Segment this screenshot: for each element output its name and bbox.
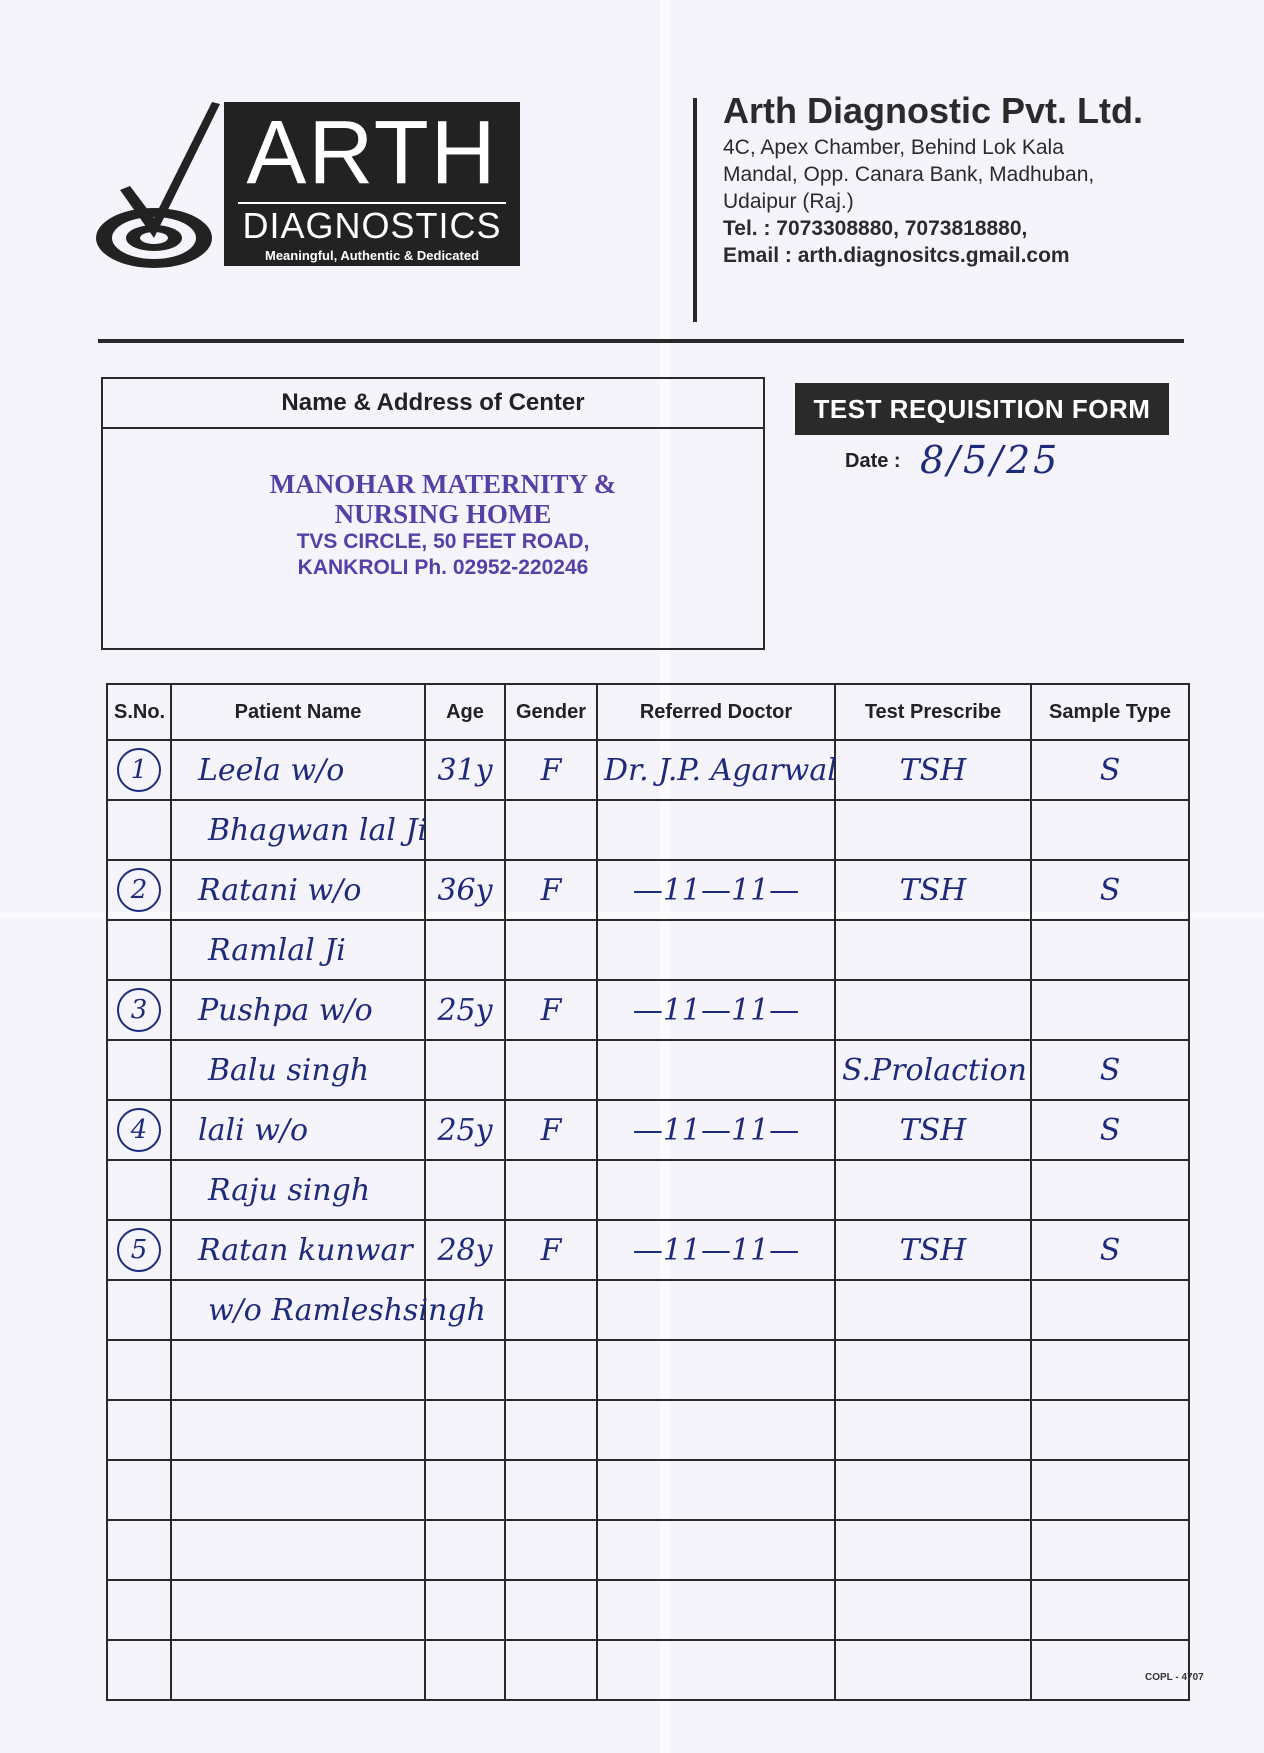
cell-test-text: TSH [899,752,967,788]
cell-sample-type [1031,860,1189,920]
cell-age [425,1160,505,1220]
cell-referred-doctor [597,800,835,860]
company-logo [92,98,522,273]
cell-test [835,1160,1031,1220]
cell-sample-type [1031,1640,1189,1700]
cell-test [835,1580,1031,1640]
cell-age [425,1040,505,1100]
cell-test-text: S.Prolaction [842,1052,1027,1088]
cell-sno [107,1280,171,1340]
cell-patient-name-text [178,1593,198,1628]
serial-number: 4 [117,1108,161,1152]
cell-sample-type [1031,1400,1189,1460]
col-header-sno: S.No. [107,684,171,740]
cell-test [835,1460,1031,1520]
col-header-doctor: Referred Doctor [597,684,835,740]
cell-sno [107,800,171,860]
cell-test [835,1640,1031,1700]
date-label: Date : [845,450,901,472]
cell-patient-name [171,920,425,980]
cell-age-text: 25y [437,992,493,1028]
cell-sample-type [1031,920,1189,980]
cell-patient-name [171,1640,425,1700]
cell-sample-type [1031,1520,1189,1580]
cell-test [835,1280,1031,1340]
cell-age [425,1100,505,1160]
cell-referred-doctor [597,1160,835,1220]
cell-patient-name-text: Ratani w/o [198,872,362,908]
cell-sample-type [1031,1460,1189,1520]
cell-gender [505,1460,597,1520]
cell-sno [107,860,171,920]
company-name: Arth Diagnostic Pvt. Ltd. [723,90,1144,131]
cell-patient-name [171,740,425,800]
cell-referred-doctor [597,1400,835,1460]
cell-age [425,1580,505,1640]
cell-referred-doctor-text: —11—11— [632,1232,800,1268]
table-row [107,1400,1189,1460]
cell-patient-name-text: lali w/o [198,1112,309,1148]
cell-test [835,1040,1031,1100]
cell-referred-doctor [597,980,835,1040]
cell-test [835,920,1031,980]
cell-gender-text: F [540,872,562,908]
col-header-age: Age [425,684,505,740]
cell-patient-name-text [178,1533,208,1568]
cell-age [425,1520,505,1580]
cell-test [835,1340,1031,1400]
cell-sno [107,1340,171,1400]
cell-gender-text: F [540,752,562,788]
cell-referred-doctor-text: —11—11— [632,992,800,1028]
cell-patient-name-text: Raju singh [208,1172,371,1208]
cell-sno [107,1160,171,1220]
center-box-title: Name & Address of Center [103,379,763,429]
cell-sample-type-text: S [1099,1112,1121,1148]
cell-referred-doctor [597,860,835,920]
cell-sno [107,1640,171,1700]
company-email: Email : arth.diagnositcs.gmail.com [723,244,1070,267]
cell-patient-name-text: Ramlal Ji [208,932,346,968]
cell-sample-type [1031,980,1189,1040]
cell-sample-type [1031,800,1189,860]
cell-referred-doctor [597,1640,835,1700]
cell-referred-doctor [597,1460,835,1520]
cell-age-text: 25y [437,1112,493,1148]
cell-age [425,1460,505,1520]
table-row [107,1460,1189,1520]
table-row [107,1280,1189,1340]
cell-referred-doctor [597,1040,835,1100]
serial-number: 1 [117,748,161,792]
cell-gender-text: F [540,992,562,1028]
cell-gender [505,1400,597,1460]
cell-referred-doctor [597,920,835,980]
cell-patient-name [171,980,425,1040]
stamp-line: KANKROLI Ph. 02952-220246 [297,556,589,579]
cell-test [835,980,1031,1040]
logo-wordmark [224,102,520,266]
cell-referred-doctor-text: —11—11— [632,1112,800,1148]
cell-test [835,1220,1031,1280]
cell-patient-name-text [178,1353,198,1388]
cell-sno [107,1220,171,1280]
cell-sample-type [1031,1340,1189,1400]
cell-age [425,740,505,800]
cell-gender [505,1580,597,1640]
serial-number: 3 [117,988,161,1032]
cell-age [425,920,505,980]
cell-patient-name [171,860,425,920]
center-address-box [101,377,765,650]
cell-sno [107,980,171,1040]
table-row [107,980,1189,1040]
company-address-line3: Udaipur (Raj.) [723,190,854,213]
table-row [107,1340,1189,1400]
cell-gender [505,1340,597,1400]
cell-gender-text: F [540,1112,562,1148]
col-header-patient: Patient Name [171,684,425,740]
form-code: COPL - 4707 [1145,1672,1204,1683]
cell-referred-doctor [597,1340,835,1400]
cell-test-text: TSH [899,872,967,908]
table-row [107,1580,1189,1640]
cell-patient-name-text [178,1473,198,1508]
cell-sno [107,1400,171,1460]
cell-test [835,1100,1031,1160]
cell-patient-name [171,1160,425,1220]
cell-patient-name [171,800,428,860]
table-row [107,1160,1189,1220]
cell-patient-name-text: Bhagwan lal Ji [208,812,428,848]
cell-age-text: 28y [437,1232,493,1268]
cell-patient-name-text: Leela w/o [198,752,345,788]
cell-patient-name-text: Balu singh [208,1052,370,1088]
cell-test [835,800,1031,860]
cell-age [425,860,505,920]
cell-age [425,1640,505,1700]
cell-sample-type-text: S [1099,1232,1121,1268]
cell-patient-name [171,1040,425,1100]
logo-word: ARTH [246,103,498,203]
col-header-gender: Gender [505,684,597,740]
company-info [723,88,1223,269]
cell-sno [107,920,171,980]
cell-age [425,800,505,860]
cell-gender [505,860,597,920]
target-check-icon [92,98,222,273]
cell-referred-doctor [597,1100,835,1160]
cell-sample-type [1031,1280,1189,1340]
cell-referred-doctor [597,1520,835,1580]
cell-patient-name [171,1400,425,1460]
cell-sample-type [1031,740,1189,800]
cell-patient-name [171,1460,425,1520]
table-row [107,1220,1189,1280]
cell-patient-name-text: Pushpa w/o [198,992,373,1028]
serial-number: 2 [117,868,161,912]
cell-gender [505,920,597,980]
cell-referred-doctor-text: Dr. J.P. Agarwal [604,752,837,788]
cell-patient-name-text [178,1413,208,1448]
stamp-line: NURSING HOME [334,499,552,529]
cell-referred-doctor [597,740,835,800]
cell-patient-name [171,1100,425,1160]
cell-sample-type [1031,1580,1189,1640]
table-row [107,860,1189,920]
cell-gender [505,1160,597,1220]
cell-age [425,1220,505,1280]
cell-age-text: 31y [437,752,493,788]
cell-referred-doctor-text: —11—11— [632,872,800,908]
table-row [107,1640,1189,1700]
cell-patient-name [171,1580,425,1640]
cell-age [425,1340,505,1400]
cell-sample-type-text: S [1099,1052,1121,1088]
stamp-line: MANOHAR MATERNITY & [269,469,617,499]
table-row [107,920,1189,980]
logo-tagline: Meaningful, Authentic & Dedicated [264,248,480,263]
table-header-row [107,684,1189,740]
center-stamp [253,469,633,581]
cell-test [835,740,1031,800]
cell-patient-name [171,1520,425,1580]
cell-patient-name [171,1340,425,1400]
cell-gender [505,1100,597,1160]
cell-sno [107,740,171,800]
cell-gender [505,1220,597,1280]
cell-patient-name-text [178,1653,208,1688]
serial-number: 5 [117,1228,161,1272]
cell-age [425,1400,505,1460]
col-header-sample: Sample Type [1031,684,1189,740]
cell-gender [505,740,597,800]
company-address-line2: Mandal, Opp. Canara Bank, Madhuban, [723,163,1095,186]
cell-sno [107,1520,171,1580]
cell-sample-type-text: S [1099,872,1121,908]
cell-gender [505,800,597,860]
table-row [107,1520,1189,1580]
cell-sample-type [1031,1220,1189,1280]
table-body [107,740,1189,1700]
cell-sample-type [1031,1160,1189,1220]
header-rule [98,339,1184,343]
cell-gender [505,980,597,1040]
logo-sub: DIAGNOSTICS [242,205,502,246]
cell-test-text: TSH [899,1232,967,1268]
table-row [107,800,1189,860]
cell-sno [107,1580,171,1640]
cell-gender [505,1520,597,1580]
cell-sample-type-text: S [1099,752,1121,788]
cell-sno [107,1040,171,1100]
cell-sample-type [1031,1040,1189,1100]
cell-gender [505,1280,597,1340]
cell-patient-name-text: Ratan kunwar [198,1232,413,1268]
cell-patient-name [171,1220,425,1280]
date-value: 8/5/25 [920,438,1061,482]
table-row [107,1040,1189,1100]
table-row [107,1100,1189,1160]
col-header-test: Test Prescribe [835,684,1031,740]
cell-test [835,1400,1031,1460]
cell-sample-type [1031,1100,1189,1160]
cell-patient-name-text: w/o Ramleshsingh [208,1292,486,1328]
company-address-line1: 4C, Apex Chamber, Behind Lok Kala [723,136,1064,159]
cell-test [835,1520,1031,1580]
company-phone: Tel. : 7073308880, 7073818880, [723,217,1028,240]
form-title: TEST REQUISITION FORM [795,383,1169,435]
stamp-line: TVS CIRCLE, 50 FEET ROAD, [296,530,590,553]
cell-gender-text: F [540,1232,562,1268]
cell-test-text: TSH [899,1112,967,1148]
cell-age-text: 36y [437,872,493,908]
cell-referred-doctor [597,1280,835,1340]
table-row [107,740,1189,800]
cell-gender [505,1640,597,1700]
logo-rule [238,202,506,204]
header-divider [693,98,697,322]
cell-age [425,980,505,1040]
cell-referred-doctor [597,1580,835,1640]
cell-referred-doctor [597,1220,835,1280]
cell-sno [107,1460,171,1520]
cell-gender [505,1040,597,1100]
cell-sno [107,1100,171,1160]
cell-patient-name [171,1280,486,1340]
patient-table [106,683,1190,1701]
cell-test [835,860,1031,920]
